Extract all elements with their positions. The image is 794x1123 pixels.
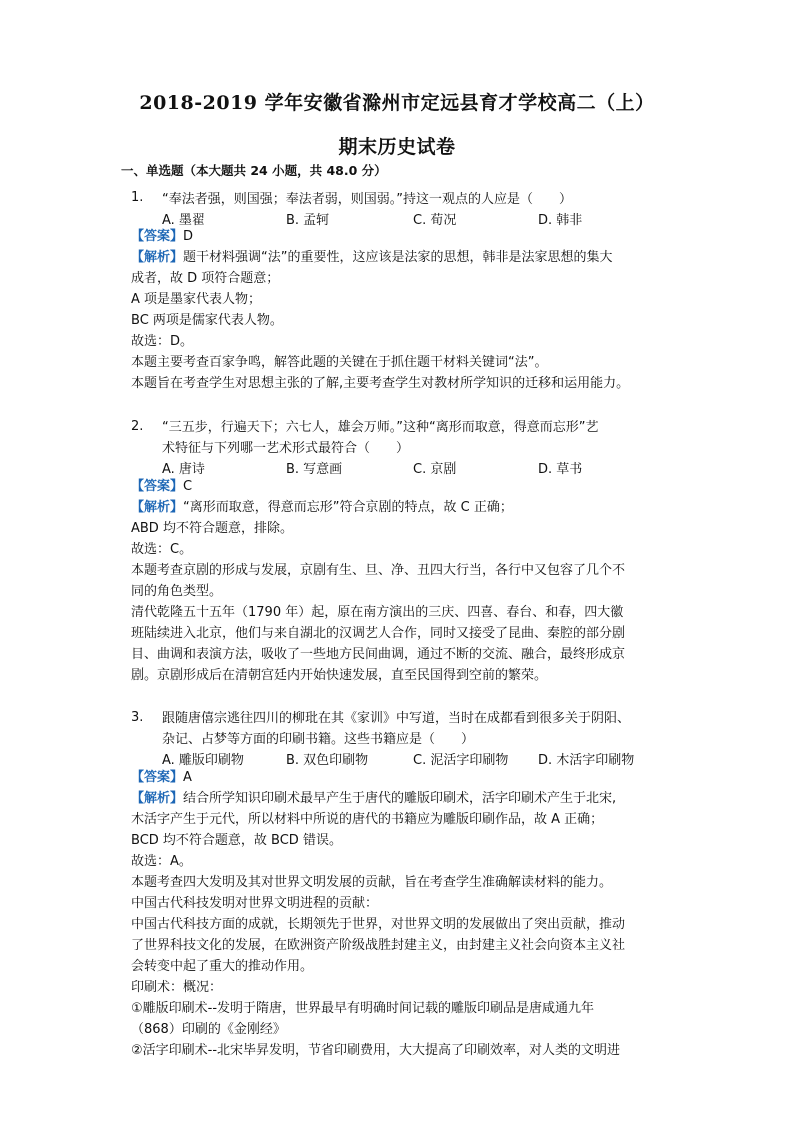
question-text: 跟随唐僖宗逃往四川的柳玭在其《家训》中写道，当时在成都看到很多关于阴阳、 xyxy=(162,711,631,726)
analysis-tag: 【解析】 xyxy=(131,500,184,515)
question-number: 1. xyxy=(131,190,144,205)
answer-value: A xyxy=(183,770,192,785)
explanation-line: 本题主要考查百家争鸣，解答此题的关键在于抓住题干材料关键词“法”。 xyxy=(131,355,548,370)
analysis-tag: 【解析】 xyxy=(131,250,184,265)
explanation-line: 印刷术：概况： xyxy=(131,980,223,995)
explanation-line: 班陆续进入北京，他们与来自湖北的汉调艺人合作，同时又接受了昆曲、秦腔的部分剧 xyxy=(131,626,626,641)
explanation-line: 清代乾隆五十五年（1790 年）起，原在南方演出的三庆、四喜、春台、和春，四大徽 xyxy=(131,605,624,620)
explanation-line: 了世界科技文化的发展，在欧洲资产阶级战胜封建主义，由封建主义社会向资本主义社 xyxy=(131,938,626,953)
analysis-line xyxy=(131,248,613,268)
option-c: C. 京剧 xyxy=(413,462,457,477)
explanation-line: ②活字印刷术--北宋毕昇发明，节省印刷费用，大大提高了印刷效率，对人类的文明进 xyxy=(131,1043,621,1058)
answer-tag: 【答案】 xyxy=(131,770,184,785)
analysis-text: “离形而取意，得意而忘形”符合京剧的特点，故 C 正确； xyxy=(183,500,513,515)
answer-value: C xyxy=(183,479,193,494)
answer-tag: 【答案】 xyxy=(131,479,184,494)
option-d: D. 木活字印刷物 xyxy=(538,753,635,768)
explanation-line: 剧。京剧形成后在清朝宫廷内开始快速发展，直至民国得到空前的繁荣。 xyxy=(131,668,548,683)
explanation-line: 本题考查四大发明及其对世界文明发展的贡献，旨在考查学生准确解读材料的能力。 xyxy=(131,875,613,890)
analysis-line xyxy=(131,498,513,518)
explanation-line: 会转变中起了重大的推动作用。 xyxy=(131,959,314,974)
option-a: A. 雕版印刷物 xyxy=(162,753,244,768)
explanation-line: 故选：C。 xyxy=(131,542,193,557)
explanation-line: BC 两项是儒家代表人物。 xyxy=(131,313,283,328)
question-number: 2. xyxy=(131,419,144,434)
analysis-line xyxy=(131,789,616,809)
explanation-line: 中国古代科技发明对世界文明进程的贡献： xyxy=(131,896,379,911)
question-number: 3. xyxy=(131,710,144,725)
explanation-line: 本题旨在考查学生对思想主张的了解,主要考查学生对教材所学知识的迁移和运用能力。 xyxy=(131,376,630,391)
explanation-line: 故选：D。 xyxy=(131,334,194,349)
question-text: 术特征与下列哪一艺术形式最符合（ ） xyxy=(162,441,410,456)
answer-tag: 【答案】 xyxy=(131,229,184,244)
explanation-line: （868）印刷的《金刚经》 xyxy=(131,1022,286,1037)
analysis-text: 结合所学知识印刷术最早产生于唐代的雕版印刷术，活字印刷术产生于北宋, xyxy=(183,791,617,806)
explanation-line: A 项是墨家代表人物； xyxy=(131,292,262,307)
explanation-line: 目、曲调和表演方法，吸收了一些地方民间曲调，通过不断的交流、融合，最终形成京 xyxy=(131,647,626,662)
option-d: D. 韩非 xyxy=(538,213,583,228)
option-d: D. 草书 xyxy=(538,462,583,477)
answer-line xyxy=(131,768,192,788)
answer-line xyxy=(131,477,192,497)
analysis-text: 题干材料强调“法”的重要性，这应该是法家的思想，韩非是法家思想的集大 xyxy=(183,250,613,265)
option-b: B. 双色印刷物 xyxy=(286,753,369,768)
question-text: “奉法者强，则国强；奉法者弱，则国弱。”持这一观点的人应是（ ） xyxy=(162,192,572,207)
explanation-line: 本题考查京剧的形成与发展，京剧有生、旦、净、丑四大行当，各行中又包容了几个不 xyxy=(131,563,626,578)
explanation-line: 故选：A。 xyxy=(131,854,192,869)
explanation-line: ①雕版印刷术--发明于隋唐，世界最早有明确时间记载的雕版印刷品是唐咸通九年 xyxy=(131,1001,595,1016)
option-b: B. 孟轲 xyxy=(286,213,330,228)
option-a: A. 墨翟 xyxy=(162,213,205,228)
question-text: “三五步，行遍天下；六七人，雄会万师。”这种“离形而取意，得意而忘形”艺 xyxy=(162,420,599,435)
explanation-line: ABD 均不符合题意，排除。 xyxy=(131,521,293,536)
title-line-1: 2018-2019 学年安徽省滁州市定远县育才学校高二（上） xyxy=(139,92,655,114)
question-text: 杂记、占梦等方面的印刷书籍。这些书籍应是（ ） xyxy=(162,732,475,747)
answer-value: D xyxy=(183,229,194,244)
section-header: 一、单选题（本大题共 24 小题，共 48.0 分） xyxy=(121,163,387,178)
title-line-2: 期末历史试卷 xyxy=(338,136,456,158)
option-c: C. 荀况 xyxy=(413,213,457,228)
explanation-line: 中国古代科技方面的成就，长期领先于世界，对世界文明的发展做出了突出贡献，推动 xyxy=(131,917,626,932)
explanation-line: 木活字产生于元代，所以材料中所说的唐代的书籍应为雕版印刷作品，故 A 正确； xyxy=(131,812,604,827)
analysis-tag: 【解析】 xyxy=(131,791,184,806)
explanation-line: 成者，故 D 项符合题意； xyxy=(131,271,280,286)
answer-line xyxy=(131,227,193,247)
explanation-line: BCD 均不符合题意，故 BCD 错误。 xyxy=(131,833,342,848)
option-c: C. 泥活字印刷物 xyxy=(413,753,509,768)
option-b: B. 写意画 xyxy=(286,462,343,477)
option-a: A. 唐诗 xyxy=(162,462,205,477)
explanation-line: 同的角色类型。 xyxy=(131,584,223,599)
